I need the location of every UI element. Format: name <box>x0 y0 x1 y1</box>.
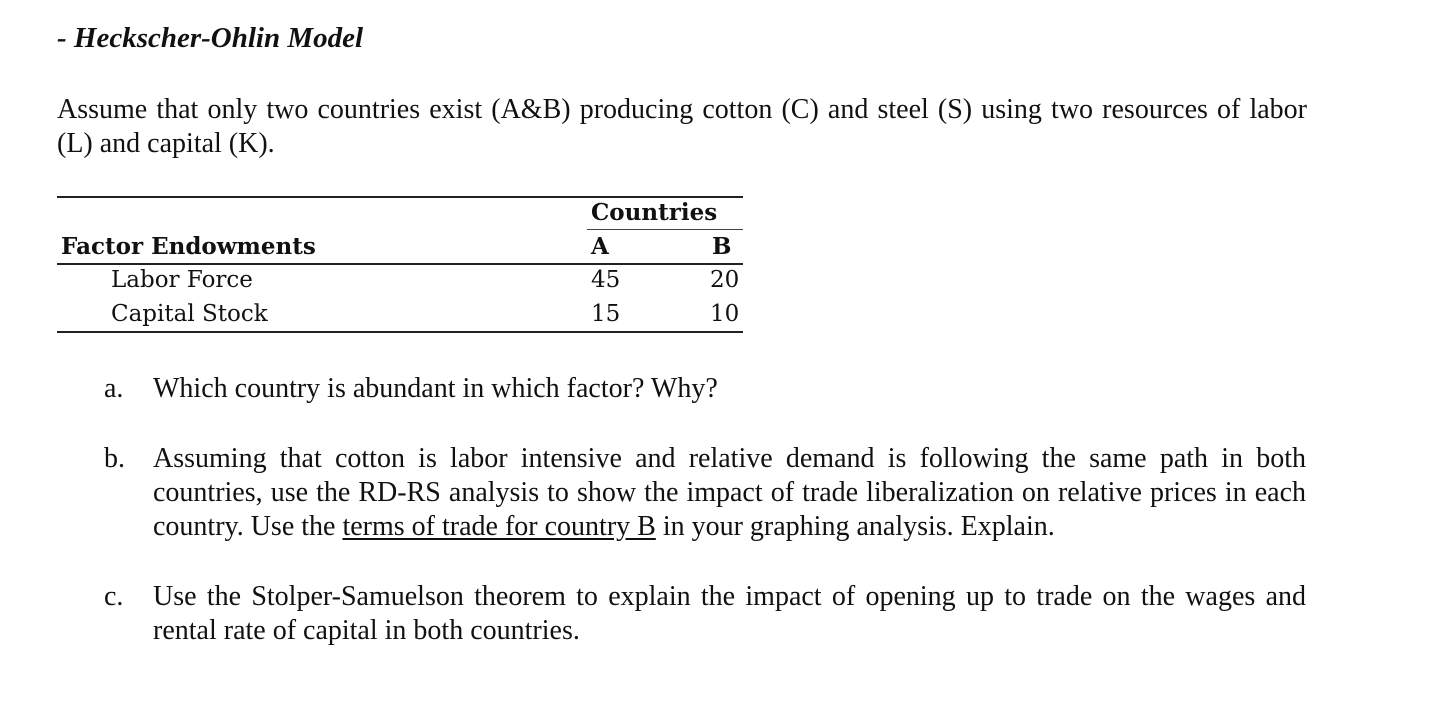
question-b-text <box>153 442 1306 544</box>
intro-paragraph: Assume that only two countries exist (A&B) producing cotton (C) and steel (S) using two resources of labor (L) and capital (K). <box>57 94 1307 159</box>
countries-header: Countries <box>591 199 718 226</box>
labor-force-b: 20 <box>710 267 740 293</box>
capital-stock-b: 10 <box>710 301 740 327</box>
table-header-rule <box>57 263 743 265</box>
question-b-underlined-phrase: terms of trade for country B <box>342 511 656 542</box>
factor-endowments-header: Factor Endowments <box>61 233 316 260</box>
question-c <box>104 580 1308 648</box>
question-a-label: a. <box>104 373 124 404</box>
country-b-header: B <box>712 233 732 260</box>
question-b-text-start: Assuming that cotton is labor intensive and relative demand is following the same path in both countries, use the RD-RS analysis to show the impact of trade liberalization on relative prices in each country. Use the <box>153 443 1306 542</box>
labor-force-label: Labor Force <box>111 267 253 293</box>
question-b <box>104 442 1308 544</box>
factor-endowments-table <box>57 196 743 334</box>
question-b-label: b. <box>104 443 125 474</box>
capital-stock-label: Capital Stock <box>111 301 268 327</box>
page-heading: - Heckscher-Ohlin Model <box>57 22 364 54</box>
country-a-header: A <box>591 233 609 260</box>
question-c-label: c. <box>104 581 124 612</box>
capital-stock-a: 15 <box>591 301 621 327</box>
labor-force-a: 45 <box>591 267 621 293</box>
question-a <box>104 372 1308 406</box>
question-c-text: Use the Stolper-Samuelson theorem to explain the impact of opening up to trade on the wages and rental rate of capital in both countries. <box>153 581 1306 646</box>
question-b-text-end: in your graphing analysis. Explain. <box>655 511 1055 542</box>
countries-underline <box>587 229 743 230</box>
table-bottom-rule <box>57 331 743 333</box>
question-a-text: Which country is abundant in which factor? Why? <box>153 373 718 404</box>
table-top-rule <box>57 196 743 198</box>
